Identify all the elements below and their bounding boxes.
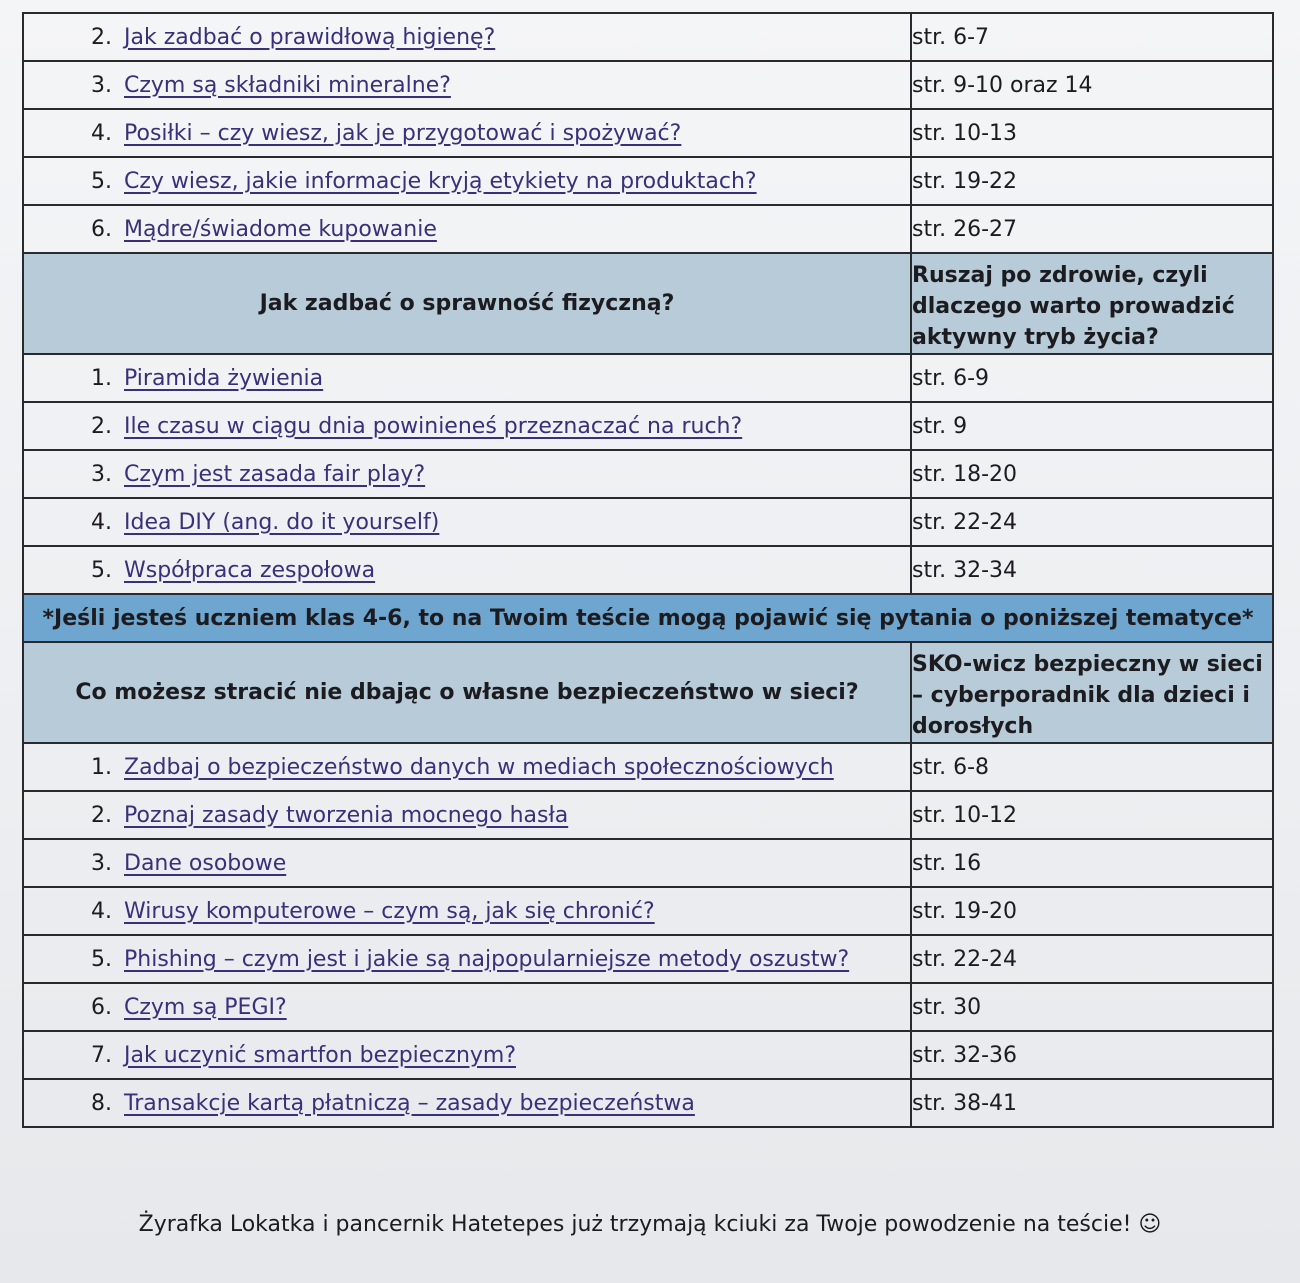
page-range: str. 38-41	[911, 1079, 1273, 1127]
topic-link[interactable]: Czym są składniki mineralne?	[124, 72, 451, 98]
page-range: str. 9-10 oraz 14	[911, 61, 1273, 109]
grade-banner	[23, 594, 1273, 642]
topic-link[interactable]: Współpraca zespołowa	[124, 557, 376, 583]
table-row	[23, 743, 1273, 791]
section-header-internet-safety	[23, 642, 1273, 743]
page-range: str. 30	[911, 983, 1273, 1031]
section-header-fitness	[23, 253, 1273, 354]
topic-link[interactable]: Wirusy komputerowe – czym są, jak się chronić?	[124, 898, 655, 924]
topic-link[interactable]: Zadbaj o bezpieczeństwo danych w mediach społecznościowych	[124, 754, 834, 780]
topic-link[interactable]: Czy wiesz, jakie informacje kryją etykiety na produktach?	[124, 168, 757, 194]
page-range: str. 32-36	[911, 1031, 1273, 1079]
table-row	[23, 13, 1273, 61]
item-number: 3.	[91, 72, 112, 98]
item-number: 7.	[91, 1042, 112, 1068]
item-number: 1.	[91, 365, 112, 391]
item-number: 6.	[91, 216, 112, 242]
item-number: 2.	[91, 413, 112, 439]
banner-text: *Jeśli jesteś uczniem klas 4-6, to na Twoim teście mogą pojawić się pytania o poniższej tematyce*	[23, 594, 1273, 642]
source-title: Ruszaj po zdrowie, czyli dlaczego warto prowadzić aktywny tryb życia?	[911, 253, 1273, 354]
section-title: Co możesz stracić nie dbając o własne bezpieczeństwo w sieci?	[23, 642, 911, 743]
item-number: 1.	[91, 754, 112, 780]
page-range: str. 19-22	[911, 157, 1273, 205]
table-row	[23, 546, 1273, 594]
page-range: str. 16	[911, 839, 1273, 887]
page-range: str. 19-20	[911, 887, 1273, 935]
topic-link[interactable]: Ile czasu w ciągu dnia powinieneś przeznaczać na ruch?	[124, 413, 743, 439]
item-number: 2.	[91, 24, 112, 50]
topic-link[interactable]: Czym jest zasada fair play?	[124, 461, 426, 487]
footer-message: Żyrafka Lokatka i pancernik Hatetepes już trzymają kciuki za Twoje powodzenie na teście! ☺	[138, 1212, 1162, 1237]
topic-link[interactable]: Dane osobowe	[124, 850, 287, 876]
topic-link[interactable]: Poznaj zasady tworzenia mocnego hasła	[124, 802, 569, 828]
page-range: str. 18-20	[911, 450, 1273, 498]
page-range: str. 6-9	[911, 354, 1273, 402]
table-row	[23, 157, 1273, 205]
item-number: 5.	[91, 168, 112, 194]
table-row	[23, 791, 1273, 839]
item-number: 6.	[91, 994, 112, 1020]
table-row	[23, 450, 1273, 498]
page-range: str. 32-34	[911, 546, 1273, 594]
page-range: str. 6-7	[911, 13, 1273, 61]
table-row	[23, 1079, 1273, 1127]
item-number: 8.	[91, 1090, 112, 1116]
page-range: str. 26-27	[911, 205, 1273, 253]
table-row	[23, 498, 1273, 546]
table-row	[23, 1031, 1273, 1079]
topic-link[interactable]: Phishing – czym jest i jakie są najpopularniejsze metody oszustw?	[124, 946, 850, 972]
topic-link[interactable]: Posiłki – czy wiesz, jak je przygotować i spożywać?	[124, 120, 682, 146]
item-number: 5.	[91, 557, 112, 583]
topic-link[interactable]: Czym są PEGI?	[124, 994, 287, 1020]
topic-link[interactable]: Mądre/świadome kupowanie	[124, 216, 437, 242]
table-row	[23, 935, 1273, 983]
page-range: str. 9	[911, 402, 1273, 450]
topic-link[interactable]: Idea DIY (ang. do it yourself)	[124, 509, 440, 535]
item-number: 5.	[91, 946, 112, 972]
table-row	[23, 354, 1273, 402]
page-range: str. 10-13	[911, 109, 1273, 157]
page-range: str. 10-12	[911, 791, 1273, 839]
item-number: 4.	[91, 120, 112, 146]
section-title: Jak zadbać o sprawność fizyczną?	[23, 253, 911, 354]
page-range: str. 22-24	[911, 498, 1273, 546]
topics-table	[22, 12, 1274, 1128]
item-number: 3.	[91, 461, 112, 487]
item-number: 3.	[91, 850, 112, 876]
table-row	[23, 205, 1273, 253]
page-range: str. 22-24	[911, 935, 1273, 983]
item-number: 4.	[91, 509, 112, 535]
item-number: 2.	[91, 802, 112, 828]
topic-link[interactable]: Jak zadbać o prawidłową higienę?	[124, 24, 496, 50]
page-range: str. 6-8	[911, 743, 1273, 791]
table-row	[23, 61, 1273, 109]
table-row	[23, 402, 1273, 450]
table-row	[23, 109, 1273, 157]
topic-link[interactable]: Transakcje kartą płatniczą – zasady bezpieczeństwa	[124, 1090, 695, 1116]
item-number: 4.	[91, 898, 112, 924]
table-row	[23, 839, 1273, 887]
table-row	[23, 887, 1273, 935]
source-title: SKO-wicz bezpieczny w sieci – cyberporadnik dla dzieci i dorosłych	[911, 642, 1273, 743]
topic-link[interactable]: Piramida żywienia	[124, 365, 324, 391]
topic-link[interactable]: Jak uczynić smartfon bezpiecznym?	[124, 1042, 517, 1068]
table-row	[23, 983, 1273, 1031]
